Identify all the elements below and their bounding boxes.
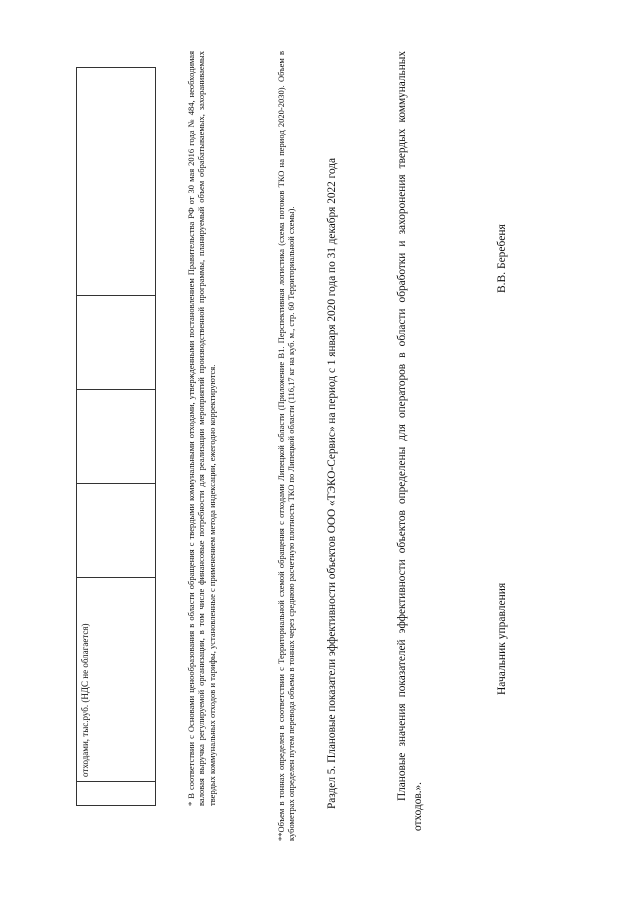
table-cell xyxy=(77,484,156,578)
section-text: Раздел 5. Плановые показатели эффективности объектов ООО «ТЭКО-Сервис» на период с 1 января 2020 года по 31 декабря 2022 года xyxy=(326,157,338,809)
footnote-text: * В соответствии с Основами ценообразования в области обращения с твердыми коммунальными отходами, утвержденными постановлением Правительства РФ от 30 мая 2016 года № 484, необходимая валовая выручка регулируемой организации, в том числе финансовые потребности для реализации мероприятий производственной программы, планируемый объем обрабатываемых, захораниваемых твердых коммунальных отходов и тарифы, установленные с применением метода индексации, ежегодно корректируются. xyxy=(186,51,217,806)
table-cell xyxy=(77,782,156,806)
signature-position: Начальник управления xyxy=(496,582,508,695)
section-5-heading xyxy=(324,51,340,831)
footnote-principles xyxy=(186,51,217,806)
table-cell xyxy=(77,390,156,484)
footnote-text: **Объем в тоннах определен в соответствии с Территориальной схемой обращения с отходами Липецкой области (Приложение В1. Перспективная логистика (схема потоков ТКО на период 2020-2030). Объем в кубометрах определен путем перевода объема в тоннах через среднюю расчетную плотность ТКО по Липецкой области (116,17 кг на куб. м., стр. 60 Территориальной схемы). xyxy=(276,51,297,841)
table-cell xyxy=(77,296,156,390)
table-row-label: отходами, тыс.руб. (НДС не облагается) xyxy=(77,578,156,782)
table-row xyxy=(77,68,156,806)
signature-name: В.В. Беребеня xyxy=(496,224,508,293)
footnote-volume xyxy=(276,51,297,841)
planned-values-paragraph xyxy=(394,51,427,831)
table-cell xyxy=(77,68,156,296)
indicator-table xyxy=(76,67,156,806)
paragraph-text: Плановые значения показателей эффективности объектов определены для операторов в области обработки и захоронения твердых коммунальных отходов.». xyxy=(396,51,425,831)
